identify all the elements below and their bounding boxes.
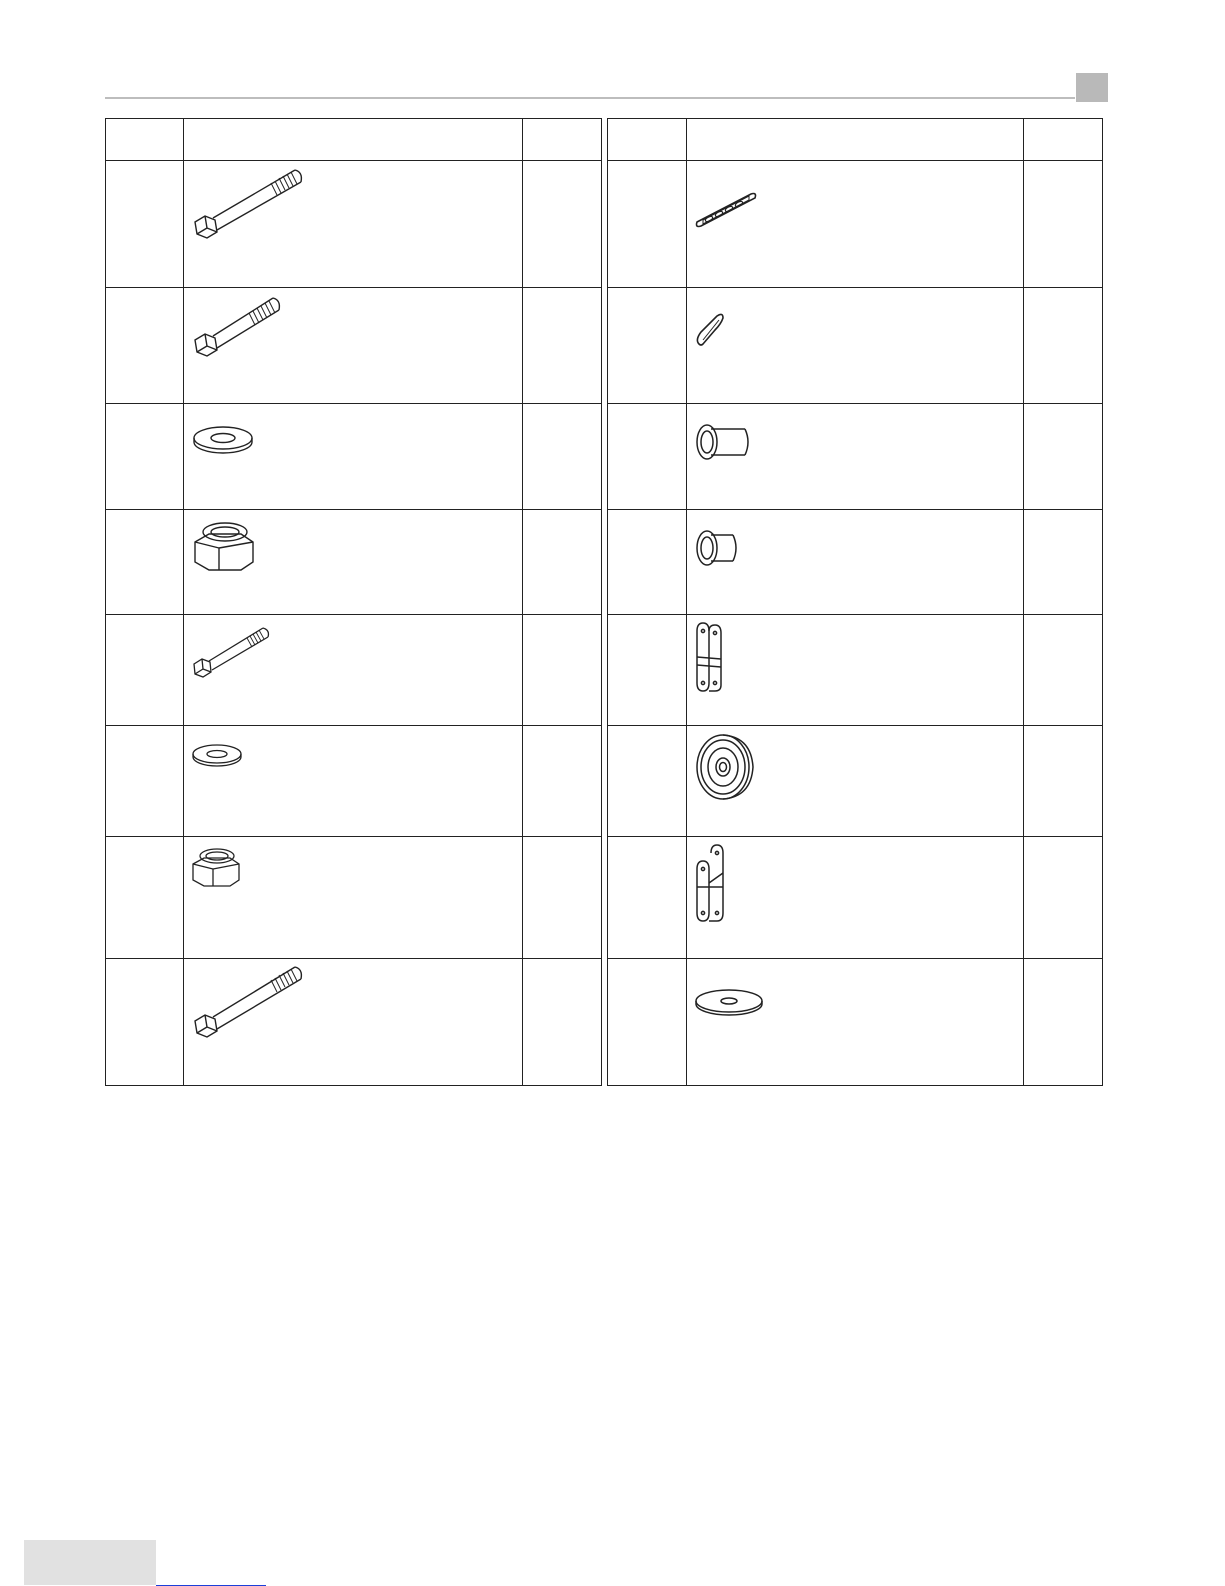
long-bushing-icon [693, 420, 753, 466]
short-hex-bolt-icon [191, 622, 281, 686]
footer-page-tab [24, 1540, 156, 1585]
long-hex-bolt-icon [191, 166, 311, 254]
large-nylon-lock-nut-icon [191, 520, 261, 578]
page-number-tab [1076, 73, 1108, 102]
small-nylon-lock-nut-icon [191, 846, 247, 894]
short-bushing-icon [693, 526, 745, 572]
large-flat-washer-icon [191, 420, 255, 460]
cable-chain-icon [693, 184, 759, 230]
hardware-parts-table [105, 118, 1104, 1086]
pulley-icon [693, 731, 761, 803]
medium-hex-bolt-icon [191, 290, 291, 370]
extra-long-hex-bolt-icon [191, 963, 313, 1055]
fender-washer-icon [693, 986, 765, 1022]
footer-link[interactable] [156, 1570, 266, 1586]
header-rule [105, 97, 1075, 99]
pulley-bracket-icon [693, 621, 733, 693]
small-flat-washer-icon [191, 740, 247, 774]
snap-link-icon [693, 310, 729, 350]
u-pulley-bracket-icon [693, 843, 737, 923]
